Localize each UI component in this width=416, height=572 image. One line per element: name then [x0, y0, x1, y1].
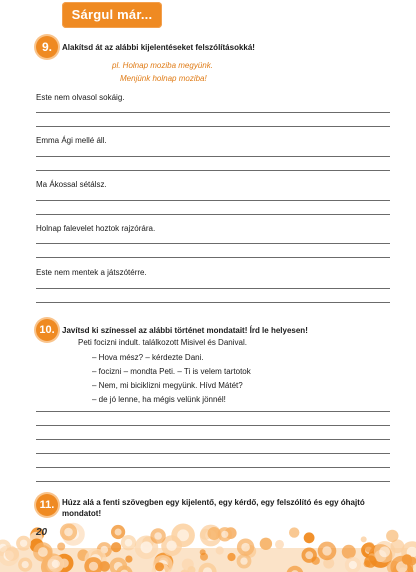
answer-line[interactable]	[36, 200, 390, 201]
answer-line[interactable]	[36, 481, 390, 482]
answer-line[interactable]	[36, 257, 390, 258]
story-line-2: – Hova mész? – kérdezte Dani.	[92, 353, 204, 362]
page-number: 20	[36, 527, 48, 538]
section-banner	[62, 2, 162, 28]
answer-line[interactable]	[36, 170, 390, 171]
answer-line[interactable]	[36, 453, 390, 454]
answer-line[interactable]	[36, 288, 390, 289]
decorative-bubble-border	[0, 518, 416, 572]
answer-line[interactable]	[36, 243, 390, 244]
answer-line[interactable]	[36, 467, 390, 468]
sentence-5: Este nem mentek a játszótérre.	[36, 268, 147, 277]
sentence-4: Holnap falevelet hoztok rajzórára.	[36, 224, 156, 233]
answer-line[interactable]	[36, 302, 390, 303]
answer-line[interactable]	[36, 214, 390, 215]
answer-line[interactable]	[36, 425, 390, 426]
task-11-number-badge: 11.	[36, 494, 58, 516]
story-line-4: – Nem, mi biciklizni megyünk. Hívd Mátét?	[92, 381, 243, 390]
task-9-number-badge: 9.	[36, 36, 58, 58]
task-10-number-badge: 10.	[36, 319, 58, 341]
answer-line[interactable]	[36, 156, 390, 157]
answer-line[interactable]	[36, 112, 390, 113]
task-11-instruction: Húzz alá a fenti szövegben egy kijelentő, egy kérdő, egy felszólító és egy óhajtó mondatot!	[62, 498, 365, 518]
task-9-instruction: Alakítsd át az alábbi kijelentéseket felszólításokká!	[62, 43, 255, 52]
sentence-1: Este nem olvasol sokáig.	[36, 93, 125, 102]
sentence-2: Emma Ági mellé áll.	[36, 136, 107, 145]
answer-line[interactable]	[36, 126, 390, 127]
story-line-1: Peti focizni indult. találkozott Misivel és Danival.	[78, 338, 247, 347]
story-line-5: – de jó lenne, ha mégis velünk jönnél!	[92, 395, 226, 404]
answer-line[interactable]	[36, 411, 390, 412]
task-10-instruction: Javítsd ki színessel az alábbi történet mondatait! Írd le helyesen!	[62, 326, 308, 335]
sentence-3: Ma Ákossal sétálsz.	[36, 180, 107, 189]
example-statement: pl. Holnap moziba megyünk.	[112, 61, 213, 70]
section-title: Sárgul már...	[71, 7, 153, 22]
example-command: Menjünk holnap moziba!	[120, 74, 207, 83]
answer-line[interactable]	[36, 439, 390, 440]
story-line-3: – focizni – mondta Peti. – Ti is velem tartotok	[92, 367, 251, 376]
